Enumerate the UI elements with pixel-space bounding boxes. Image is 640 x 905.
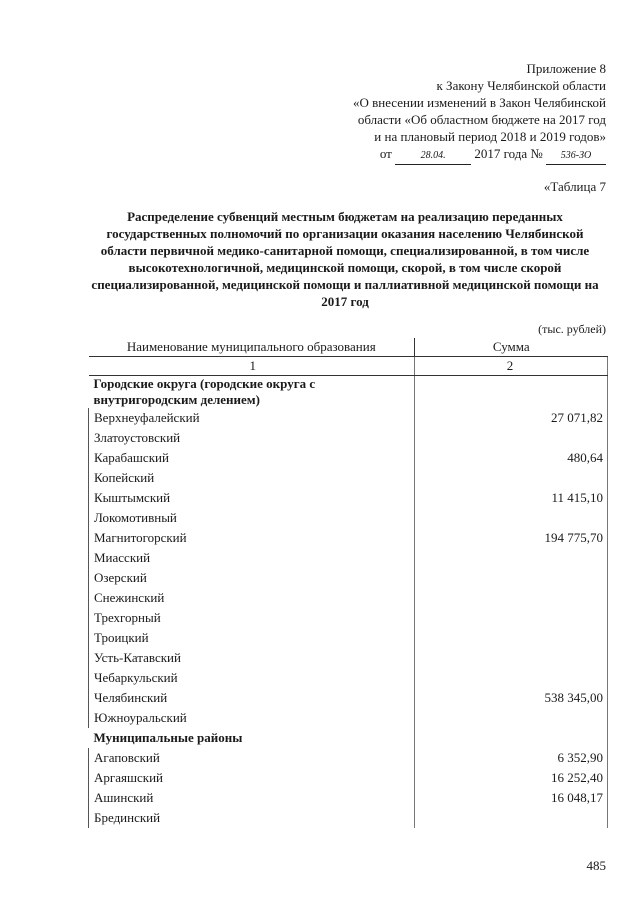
amount-value — [415, 708, 608, 728]
amount-value — [415, 548, 608, 568]
table-row — [89, 608, 608, 628]
municipality-name: Южноуральский — [89, 708, 415, 728]
table-header-row — [89, 338, 608, 357]
municipality-name: Чебаркульский — [89, 668, 415, 688]
amount-value — [415, 588, 608, 608]
table-row — [89, 668, 608, 688]
amount-value — [415, 508, 608, 528]
municipality-name: Челябинский — [89, 688, 415, 708]
table-row — [89, 448, 608, 468]
appendix-header — [353, 60, 606, 165]
table-row — [89, 548, 608, 568]
municipality-name: Троицкий — [89, 628, 415, 648]
amount-value: 16 048,17 — [415, 788, 608, 808]
table-row — [89, 468, 608, 488]
table-row — [89, 748, 608, 768]
header-amount: Сумма — [415, 338, 608, 357]
amount-value — [415, 648, 608, 668]
amount-value — [415, 468, 608, 488]
table-body — [89, 357, 608, 829]
appendix-line: области «Об областном бюджете на 2017 год — [357, 112, 606, 127]
section-value — [415, 376, 608, 409]
municipality-name: Агаповский — [89, 748, 415, 768]
municipality-name: Верхнеуфалейский — [89, 408, 415, 428]
municipality-name: Карабашский — [89, 448, 415, 468]
municipality-name: Брединский — [89, 808, 415, 828]
municipality-name: Аргаяшский — [89, 768, 415, 788]
appendix-line: к Закону Челябинской области — [436, 78, 606, 93]
municipality-name: Магнитогорский — [89, 528, 415, 548]
appendix-line: и на плановый период 2018 и 2019 годов» — [374, 129, 606, 144]
amount-value — [415, 668, 608, 688]
from-label: от — [379, 146, 392, 161]
table-row — [89, 528, 608, 548]
table-row — [89, 588, 608, 608]
amount-value — [415, 628, 608, 648]
amount-value — [415, 568, 608, 588]
table-row — [89, 628, 608, 648]
appendix-line: Приложение 8 — [526, 61, 606, 76]
amount-value — [415, 808, 608, 828]
units-label: (тыс. рублей) — [538, 322, 606, 336]
law-date-number — [353, 145, 606, 165]
amount-value — [415, 608, 608, 628]
year-text: 2017 года № — [474, 146, 543, 161]
municipality-name: Локомотивный — [89, 508, 415, 528]
appendix-line: «О внесении изменений в Закон Челябинской — [352, 95, 606, 110]
amount-value: 27 071,82 — [415, 408, 608, 428]
table-row — [89, 568, 608, 588]
municipality-name: Озерский — [89, 568, 415, 588]
date-field: 28.04. — [395, 147, 471, 165]
amount-value: 194 775,70 — [415, 528, 608, 548]
column-number: 1 — [89, 357, 415, 376]
page-number: 485 — [586, 858, 606, 873]
amount-value: 480,64 — [415, 448, 608, 468]
municipality-name: Снежинский — [89, 588, 415, 608]
table-row — [89, 508, 608, 528]
municipality-name: Миасский — [89, 548, 415, 568]
table-row — [89, 708, 608, 728]
column-number: 2 — [415, 357, 608, 376]
table-row — [89, 788, 608, 808]
section-title: Муниципальные районы — [89, 728, 415, 748]
table-row — [89, 488, 608, 508]
amount-value: 6 352,90 — [415, 748, 608, 768]
section-row — [89, 376, 608, 409]
section-value — [415, 728, 608, 748]
section-row — [89, 728, 608, 748]
municipality-name: Кыштымский — [89, 488, 415, 508]
subvention-table — [88, 338, 608, 828]
municipality-name: Трехгорный — [89, 608, 415, 628]
table-row — [89, 408, 608, 428]
amount-value: 538 345,00 — [415, 688, 608, 708]
amount-value — [415, 428, 608, 448]
table-row — [89, 768, 608, 788]
table-label: «Таблица 7 — [543, 179, 606, 194]
document-title: Распределение субвенций местным бюджетам на реализацию переданных государственных полномочий по организации оказания населению Челябинской области первичной медико-санитарной помощи, специализированной, в том числе высокотехнологичной, медицинской помощи, скорой, в том числе скорой специализированной, медицинской помощи и паллиативной медицинской помощи на 2017 год — [91, 209, 599, 309]
municipality-name: Усть-Катавский — [89, 648, 415, 668]
column-number-row — [89, 357, 608, 376]
municipality-name: Копейский — [89, 468, 415, 488]
header-municipality: Наименование муниципального образования — [89, 338, 415, 357]
table-row — [89, 428, 608, 448]
amount-value: 16 252,40 — [415, 768, 608, 788]
municipality-name: Ашинский — [89, 788, 415, 808]
table-row — [89, 808, 608, 828]
law-number-field: 536-ЗО — [546, 147, 606, 165]
table-row — [89, 648, 608, 668]
amount-value: 11 415,10 — [415, 488, 608, 508]
municipality-name: Златоустовский — [89, 428, 415, 448]
section-title: Городские округа (городские округа с внутригородским делением) — [89, 376, 415, 409]
table-row — [89, 688, 608, 708]
